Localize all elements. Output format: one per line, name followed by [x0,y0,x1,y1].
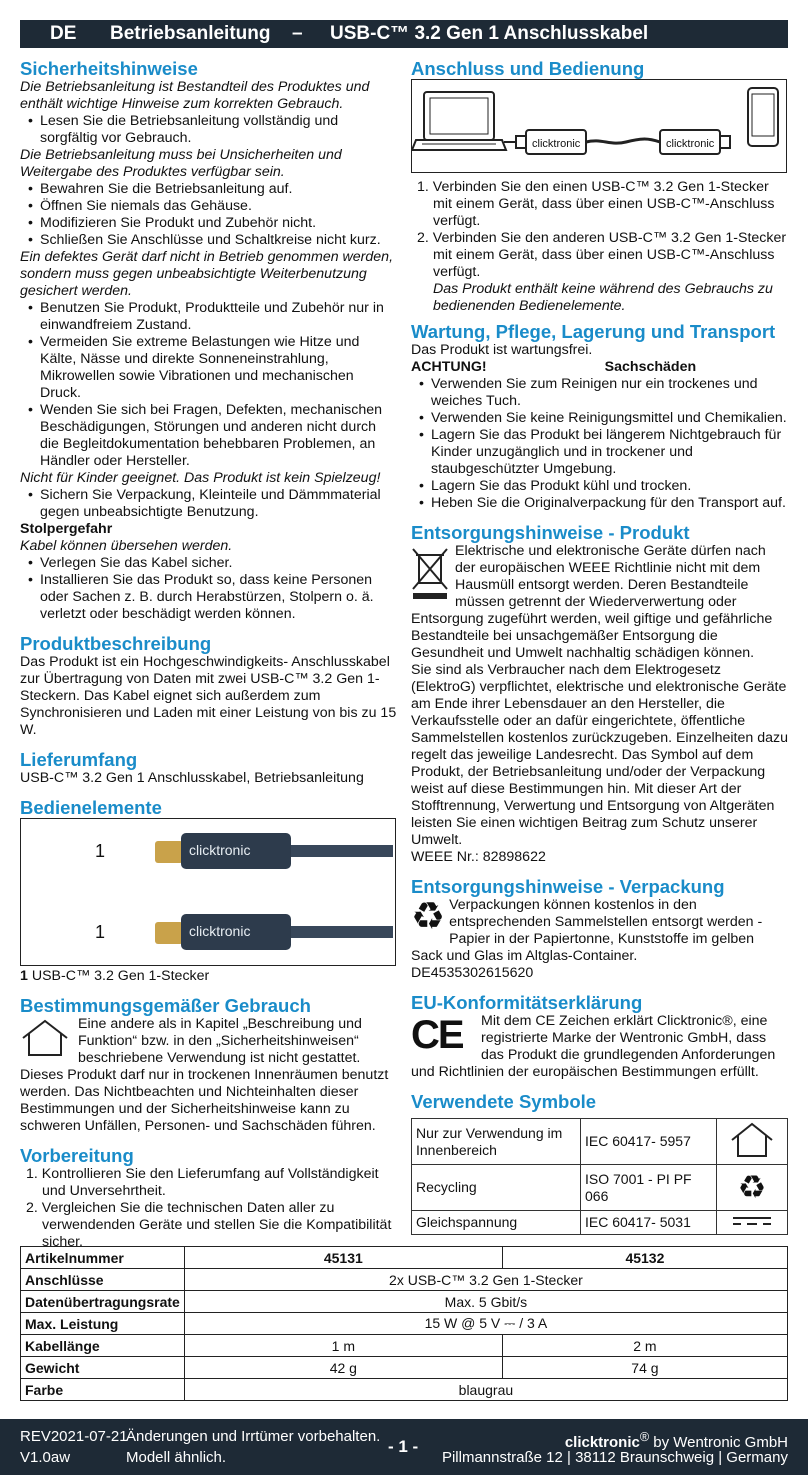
cable-illustration [20,818,396,966]
table-row [21,1247,788,1269]
controls-caption [20,968,398,985]
footer-note: Änderungen und Irrtümer vorbehalten. [126,1428,381,1445]
maintenance-bullet: • Lagern Sie das Produkt kühl und trocken. [411,478,788,495]
safety-bullet: • Benutzen Sie Produkt, Produktteile und Zubehör nur in einwandfreiem Zustand. [20,300,398,334]
version: V1.0aw [20,1449,71,1466]
spec-value: 45131 [184,1247,502,1269]
spec-value: 2x USB-C™ 3.2 Gen 1-Stecker [184,1269,787,1291]
safety-bullet: • Lesen Sie die Betriebsanleitung vollständig und sorgfältig vor Gebrauch. [20,113,398,147]
safety-bullet: • Verlegen Sie das Kabel sicher. [20,555,398,572]
intended-use-title: Bestimmungsgemäßer Gebrauch [20,995,311,1016]
safety-note: Die Betriebsanleitung muss bei Unsicherheiten und Weitergabe des Produktes verfügbar sein. [20,147,342,180]
cable-line [291,926,393,938]
safety-bullet: • Modifizieren Sie Produkt und Zubehör nicht. [20,215,398,232]
eu-text: Mit dem CE Zeichen erklärt Clicktronic®, eine registrierte Marke der Wentronic GmbH, dass das Produkt die grundlegenden Anforderungen und Richtlinien der europäischen Bestimmungen erfüllt. [411,1013,776,1080]
safety-bullet: • Bewahren Sie die Betriebsanleitung auf. [20,181,398,198]
spec-value: 2 m [502,1335,787,1357]
warning-line [411,359,788,376]
spec-label: Artikelnummer [21,1247,185,1269]
callout-number: 1 [95,841,106,861]
ce-mark-icon: CE [411,1013,463,1057]
footer-note: Modell ähnlich. [126,1449,227,1466]
safety-bullet: • Schließen Sie Anschlüsse und Schaltkreise nicht kurz. [20,232,398,249]
spec-value: 15 W @ 5 V ⎓ / 3 A [184,1313,787,1335]
connection-step [411,179,788,230]
spec-value: 42 g [184,1357,502,1379]
preparation-title: Vorbereitung [20,1145,134,1166]
spec-label: Kabellänge [21,1335,185,1357]
warning-label: ACHTUNG! [411,359,487,375]
weee-number: WEEE Nr.: 82898622 [411,849,546,865]
recycling-icon: ♻ [411,896,446,938]
brand-label: clicktronic [189,923,251,939]
spec-label: Anschlüsse [21,1269,185,1291]
brand-label: clicktronic [532,138,581,150]
registered-mark: ® [639,1430,650,1444]
maintenance-bullet: • Verwenden Sie zum Reinigen nur ein trockenes und weiches Tuch. [411,376,788,410]
symbols-table [411,1118,788,1235]
symbol-label: Gleichspannung [412,1211,581,1235]
spec-value: Max. 5 Gbit/s [184,1291,787,1313]
table-row [21,1313,788,1335]
brand-label: clicktronic [666,138,715,150]
packaging-block [411,897,788,965]
table-row [21,1335,788,1357]
page-header [20,20,788,48]
recycling-icon: ♻ [717,1165,788,1211]
caption-number: 1 [20,968,28,984]
symbol-code: IEC 60417- 5957 [581,1119,717,1165]
safety-bullet: • Wenden Sie sich bei Fragen, Defekten, mechanischen Beschädigungen, Störungen und anderen nicht durch die Begleitdokumentation behebbaren Problemen, an Händler oder Hersteller. [20,402,398,470]
step-text: Verbinden Sie den anderen USB-C™ 3.2 Gen 1-Stecker mit einem Gerät, dass über einen USB-C™-Anschluss verfügt. [432,230,787,280]
step-number: 1. [417,179,433,195]
laptop-cable-phone-diagram [412,80,786,172]
maintenance-bullet: • Heben Sie die Originalverpackung für den Transport auf. [411,495,788,512]
cable-line [291,845,393,857]
dc-voltage-icon [717,1211,788,1235]
brand-label: clicktronic [189,842,251,858]
maintenance-bullet: • Lagern Sie das Produkt bei längerem Nichtgebrauch für Kinder unzugänglich und in trockener und staubgeschützter Umgebung. [411,427,788,478]
header-dash: – [292,23,303,44]
scope-text: USB-C™ 3.2 Gen 1 Anschlusskabel, Betriebsanleitung [20,770,364,786]
safety-intro: Die Betriebsanleitung ist Bestandteil des Produktes und enthält wichtige Hinweise zum korrekten Gebrauch. [20,79,370,112]
maintenance-text: Das Produkt ist wartungsfrei. [411,342,593,358]
spec-value: blaugrau [184,1379,787,1401]
symbol-code: ISO 7001 - PI PF 066 [581,1165,717,1211]
page-number: - 1 - [388,1437,419,1456]
description-text: Das Produkt ist ein Hochgeschwindigkeits- Anschlusskabel zur Übertragung von Daten mit zwei USB-C™ 3.2 Gen 1-Steckern. Das Kabel eignet sich außerdem zum Synchronisieren und Laden mit einer Leistung von bis zu 15 W. [20,654,397,738]
safety-note: Nicht für Kinder geeignet. Das Produkt ist kein Spielzeug! [20,470,381,486]
symbol-label: Nur zur Verwendung im Innenbereich [412,1119,581,1165]
table-row [412,1165,788,1211]
usb-c-plug [155,922,183,944]
packaging-text: Verpackungen können kostenlos in den entsprechenden Sammelstellen entsorgt werden - Papier in der Papiertonne, Kunststoffe im gelben Sack und Glas im Altglas-Container. [411,897,763,964]
eu-title: EU-Konformitätserklärung [411,992,643,1013]
scope-title: Lieferumfang [20,749,138,770]
header-lang: DE [50,23,77,44]
safety-note: Kabel können übersehen werden. [20,538,233,554]
intended-use-block [20,1016,398,1135]
controls-title: Bedienelemente [20,797,162,818]
safety-note: Ein defektes Gerät darf nicht in Betrieb genommen werden, sondern muss gegen unbeabsichtigte Weiterbenutzung gesichert werden. [20,249,394,299]
symbol-label: Recycling [412,1165,581,1211]
safety-title: Sicherheitshinweise [20,58,198,79]
step-number: 2. [417,230,433,246]
packaging-title: Entsorgungshinweise - Verpackung [411,876,725,897]
page-footer [0,1419,808,1475]
revision: REV2021-07-21 [20,1428,128,1445]
spec-value: 45132 [502,1247,787,1269]
step-text: Vergleichen Sie die technischen Daten aller zu verwendenden Geräte und stellen Sie die Kompatibilität sicher. [41,1200,392,1250]
damage-label: Sachschäden [604,359,697,375]
brand-by: by Wentronic GmbH [649,1434,788,1451]
spec-label: Farbe [21,1379,185,1401]
disposal-text: Sie sind als Verbraucher nach dem Elektrogesetz (ElektroG) verpflichtet, elektrische und elektronische Geräte am Ende ihrer Lebensdauer an den Hersteller, die Verkaufsstelle oder an dafür eingerichtete, öffentliche Sammelstellen kostenlos zurückzugeben. Einzelheiten dazu regelt das jeweilige Landesrecht. Das Symbol auf dem Produkt, der Betriebsanleitung und/oder der Verpackung weist auf diese Bestimmungen hin. Mit dieser Art der Stofftrennung, Verwertung und Entsorgung von Altgeräten leisten Sie einen wichtigen Beitrag zum Schutz unserer Umwelt. [411,662,788,848]
spec-label: Gewicht [21,1357,185,1379]
spec-value: 1 m [184,1335,502,1357]
safety-bullet: • Öffnen Sie niemals das Gehäuse. [20,198,398,215]
table-row [21,1291,788,1313]
step-text: Kontrollieren Sie den Lieferumfang auf Vollständigkeit und Unversehrtheit. [41,1166,379,1199]
safety-bullet: • Installieren Sie das Produkt so, dass keine Personen oder Sachen z. B. durch Herabstürzen, Stolpern o. ä. verletzt oder beschädigt werden können. [20,572,398,623]
preparation-step [20,1200,398,1251]
step-number: 1. [26,1166,42,1182]
connection-illustration [411,79,787,173]
connection-title: Anschluss und Bedienung [411,58,645,79]
house-icon [717,1119,788,1165]
table-row [21,1379,788,1401]
connection-note: Das Produkt enthält keine während des Gebrauchs zu bedienenden Bedienelemente. [433,281,773,314]
indoor-house-icon [20,1018,70,1058]
symbol-code: IEC 60417- 5031 [581,1211,717,1235]
safety-bullet: • Sichern Sie Verpackung, Kleinteile und Dämmmaterial gegen unbeabsichtigte Benutzung. [20,487,398,521]
disposal-title: Entsorgungshinweise - Produkt [411,522,690,543]
address: Pillmannstraße 12 | 38112 Braunschweig | Germany [441,1449,788,1466]
preparation-step [20,1166,398,1200]
maintenance-title: Wartung, Pflege, Lagerung und Transport [411,321,776,342]
table-row [21,1269,788,1291]
trip-hazard-heading: Stolpergefahr [20,521,113,537]
left-column [20,58,398,1251]
disposal-text: Elektrische und elektronische Geräte dürfen nach der europäischen WEEE Richtlinie nicht mit dem Hausmüll entsorgt werden. Deren Bestandteile müssen getrennt der Wiederverwertung oder Entsorgung zugeführt werden, weil giftige und gefährliche Bestandteile bei unsachgemäßer Entsorgung die Gesundheit und Umwelt nachhaltig schädigen können. [411,543,773,661]
description-title: Produktbeschreibung [20,633,212,654]
intended-use-text: Eine andere als in Kapitel „Beschreibung und Funktion“ bzw. in den „Sicherheitshinweisen“ beschriebene Verwendung ist nicht gestattet. Dieses Produkt darf nur in trockenen Innenräumen benutzt werden. Das Nichtbeachten und Nichteinhalten dieser Bestimmungen und der Sicherheitshinweise kann zu schweren Unfällen, Personen- und Sachschäden führen. [20,1016,389,1134]
table-row [412,1119,788,1165]
maintenance-bullet: • Verwenden Sie keine Reinigungsmittel und Chemikalien. [411,410,788,427]
spec-value: 74 g [502,1357,787,1379]
header-doc: Betriebsanleitung [110,23,271,44]
header-product: USB-C™ 3.2 Gen 1 Anschlusskabel [330,23,649,44]
connection-step [411,230,788,281]
usb-c-plug [155,841,183,863]
safety-bullet: • Vermeiden Sie extreme Belastungen wie Hitze und Kälte, Nässe und direkte Sonneneinstrahlung, Mikrowellen sowie Vibrationen und mechanischen Druck. [20,334,398,402]
weee-bin-icon [411,545,449,601]
eu-block [411,1013,788,1081]
spec-table [20,1246,788,1401]
spec-label: Max. Leistung [21,1313,185,1335]
step-text: Verbinden Sie den einen USB-C™ 3.2 Gen 1-Stecker mit einem Gerät, dass über einen USB-C™-Anschluss verfügt. [432,179,775,229]
step-number: 2. [26,1200,42,1216]
symbols-title: Verwendete Symbole [411,1091,597,1112]
right-column [411,58,788,1235]
disposal-block [411,543,788,662]
table-row [412,1211,788,1235]
spec-label: Datenübertragungsrate [21,1291,185,1313]
table-row [21,1357,788,1379]
callout-number: 1 [95,922,106,942]
caption-text: USB-C™ 3.2 Gen 1-Stecker [31,968,210,984]
brand-logo: clicktronic [564,1434,640,1451]
packaging-code: DE4535302615620 [411,965,534,981]
